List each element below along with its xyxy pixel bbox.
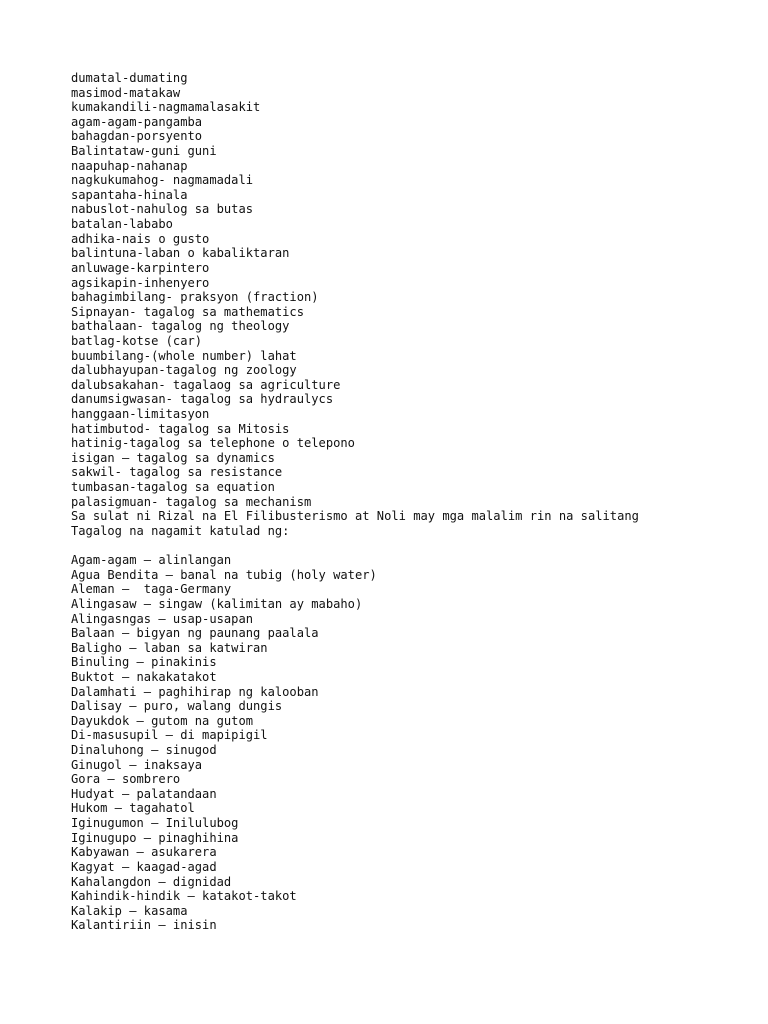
list-line: bahagdan-porsyento <box>71 129 203 144</box>
list-line: hatimbutod- tagalog sa Mitosis <box>71 421 290 436</box>
glossary-line: Dinaluhong – sinugod <box>71 743 217 758</box>
list-line: nagkukumahog- nagmamadali <box>71 173 254 188</box>
paragraph-line: Sa sulat ni Rizal na El Filibusterismo at Noli may mga malalim rin na salitang <box>71 509 639 524</box>
list-line: agam-agam-pangamba <box>71 114 203 129</box>
glossary-line: Kabyawan – asukarera <box>71 845 217 860</box>
list-line: bathalaan- tagalog ng theology <box>71 319 290 334</box>
list-line: batlag-kotse (car) <box>71 333 203 348</box>
list-line: nabuslot-nahulog sa butas <box>71 202 254 217</box>
list-line: dalubhayupan-tagalog ng zoology <box>71 363 297 378</box>
list-line: Balintataw-guni guni <box>71 144 217 159</box>
glossary-line: Baligho – laban sa katwiran <box>71 640 268 655</box>
glossary-line: Dayukdok – gutom na gutom <box>71 713 254 728</box>
glossary-line: Kahalangdon – dignidad <box>71 874 232 889</box>
glossary-line: Agam-agam – alinlangan <box>71 553 232 568</box>
list-line: anluwage-karpintero <box>71 260 210 275</box>
list-line: palasigmuan- tagalog sa mechanism <box>71 494 312 509</box>
list-line: hatinig-tagalog sa telephone o telepono <box>71 436 355 451</box>
glossary-line: Hukom – tagahatol <box>71 801 195 816</box>
glossary-line: Gora – sombrero <box>71 772 181 787</box>
list-line: balintuna-laban o kabaliktaran <box>71 246 290 261</box>
glossary-line: Kalakip – kasama <box>71 903 188 918</box>
glossary-line: Dalisay – puro, walang dungis <box>71 699 283 714</box>
glossary-line: Alingasaw – singaw (kalimitan ay mabaho) <box>71 596 363 611</box>
glossary-line: Alingasngas – usap-usapan <box>71 611 254 626</box>
list-line: dalubsakahan- tagalaog sa agriculture <box>71 377 341 392</box>
glossary-line: Buktot – nakakatakot <box>71 669 217 684</box>
glossary-line: Di-masusupil – di mapipigil <box>71 728 268 743</box>
section-2-glossary <box>71 553 751 933</box>
list-line: danumsigwasan- tagalog sa hydraulycs <box>71 392 334 407</box>
list-line: naapuhap-nahanap <box>71 158 188 173</box>
glossary-line: Binuling – pinakinis <box>71 655 217 670</box>
glossary-line: Iginugumon – Inilulubog <box>71 816 239 831</box>
list-line: agsikapin-inhenyero <box>71 275 210 290</box>
glossary-line: Kahindik-hindik – katakot-takot <box>71 889 297 904</box>
glossary-line: Ginugol – inaksaya <box>71 757 203 772</box>
list-line: dumatal-dumating <box>71 71 188 85</box>
list-line: buumbilang-(whole number) lahat <box>71 348 297 363</box>
glossary-line: Balaan – bigyan ng paunang paalala <box>71 626 319 641</box>
glossary-line: Dalamhati – paghihirap ng kalooban <box>71 684 319 699</box>
list-line: sapantaha-hinala <box>71 187 188 202</box>
glossary-line: Aleman – taga-Germany <box>71 582 232 597</box>
list-line: sakwil- tagalog sa resistance <box>71 465 283 480</box>
glossary-line: Iginugupo – pinaghihina <box>71 830 239 845</box>
list-line: bahagimbilang- praksyon (fraction) <box>71 290 319 305</box>
list-line: adhika-nais o gusto <box>71 231 210 246</box>
glossary-line: Agua Bendita – banal na tubig (holy water) <box>71 567 377 582</box>
paragraph-line: Tagalog na nagamit katulad ng: <box>71 523 290 538</box>
list-line: tumbasan-tagalog sa equation <box>71 480 275 495</box>
glossary-line: Kagyat – kaagad-agad <box>71 859 217 874</box>
blank-line <box>71 539 751 554</box>
document-page <box>71 71 751 933</box>
section-1-word-list <box>71 71 751 539</box>
list-line: batalan-lababo <box>71 217 173 232</box>
list-line: kumakandili-nagmamalasakit <box>71 100 261 115</box>
list-line: masimod-matakaw <box>71 85 181 100</box>
list-line: hanggaan-limitasyon <box>71 407 210 422</box>
glossary-line: Hudyat – palatandaan <box>71 786 217 801</box>
list-line: isigan – tagalog sa dynamics <box>71 450 275 465</box>
list-line: Sipnayan- tagalog sa mathematics <box>71 304 304 319</box>
glossary-line: Kalantiriin – inisin <box>71 918 217 933</box>
